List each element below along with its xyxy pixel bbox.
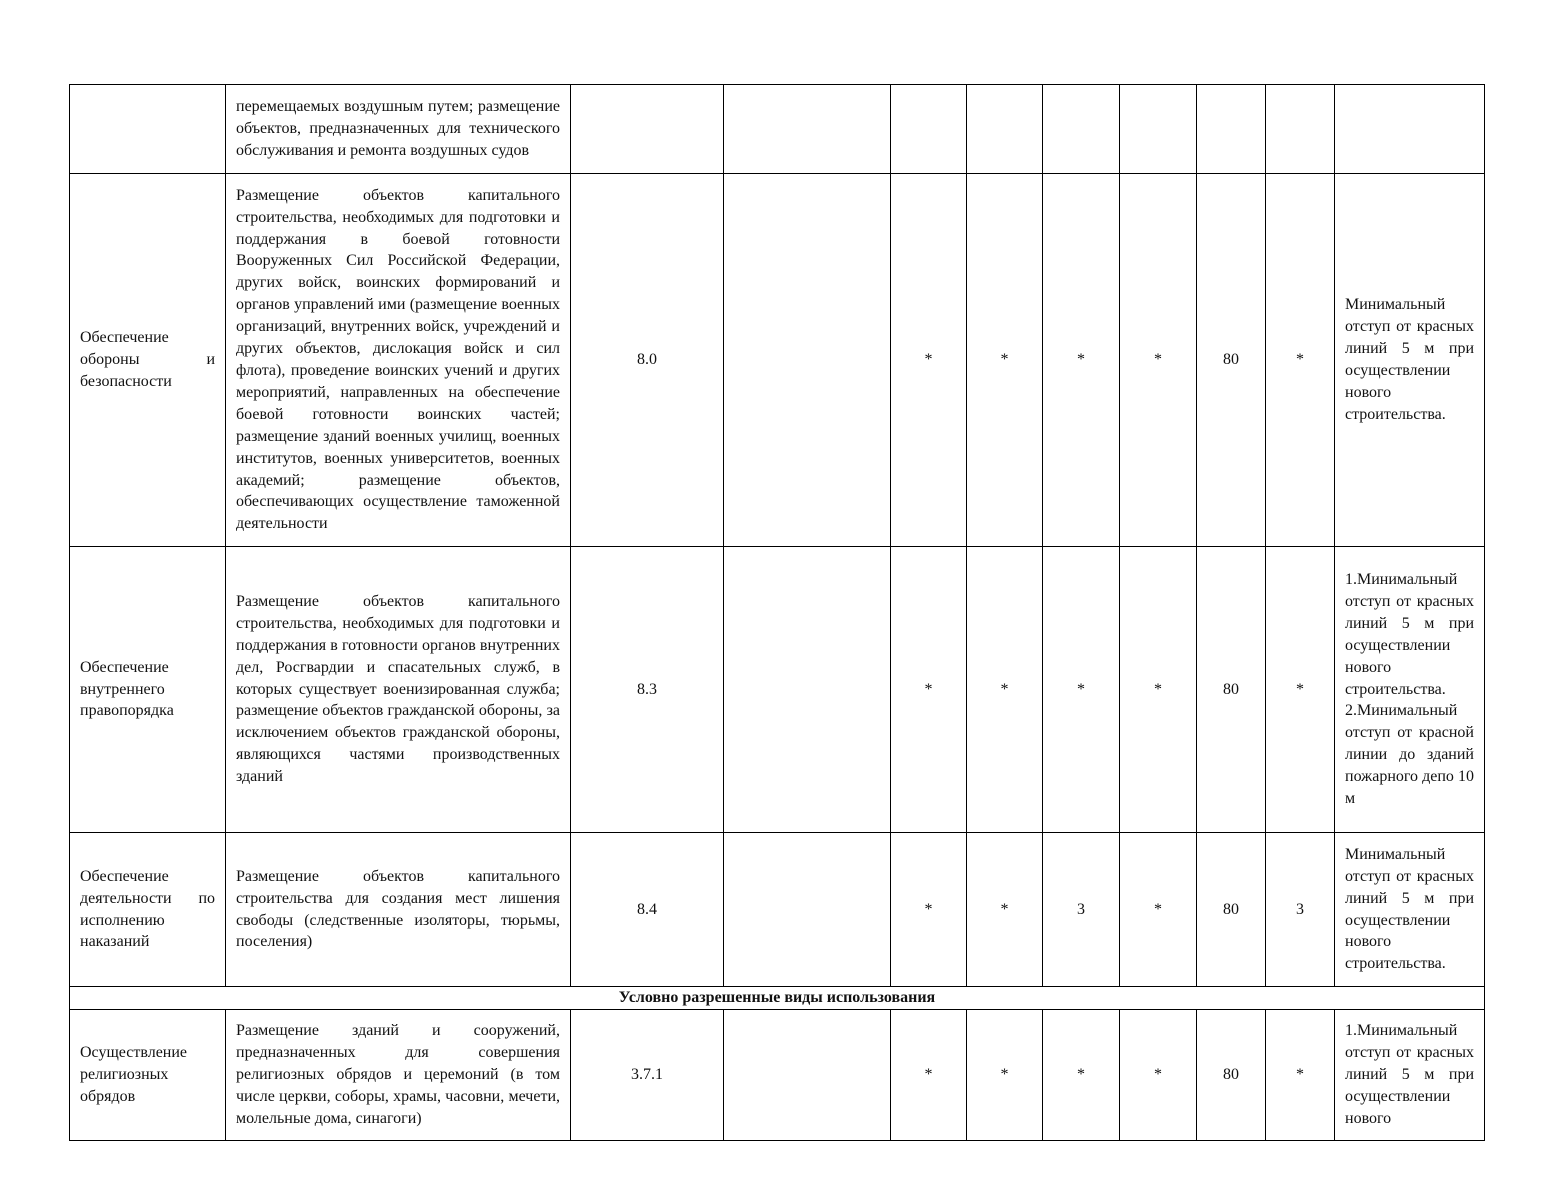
use-code: 8.3 (571, 547, 724, 833)
section-header-row (70, 987, 1485, 1010)
param-6: * (1266, 547, 1335, 833)
param-2 (967, 85, 1043, 174)
use-description: Размещение объектов капитального строительства, необходимых для подготовки и поддержания в готовности органов внутренних дел, Росгвардии и спасательных служб, в которых существует военизированная служба; размещение объектов гражданской обороны, за исключением объектов гражданской обороны, являющихся частями производственных зданий (226, 547, 571, 833)
use-description: перемещаемых воздушным путем; размещение объектов, предназначенных для технического обслуживания и ремонта воздушных судов (226, 85, 571, 174)
param-4 (1120, 85, 1197, 174)
param-2: * (967, 1010, 1043, 1141)
param-4: * (1120, 174, 1197, 547)
use-notes: Минимальный отступ от красных линий 5 м при осуществлении нового строительства. (1335, 174, 1485, 547)
param-3: * (1043, 1010, 1120, 1141)
param-3 (1043, 85, 1120, 174)
param-3: * (1043, 547, 1120, 833)
param-4: * (1120, 833, 1197, 987)
use-name: Осуществление религиозных обрядов (70, 1010, 226, 1141)
param-5: 80 (1197, 174, 1266, 547)
use-description: Размещение объектов капитального строительства, необходимых для подготовки и поддержания в боевой готовности Вооруженных Сил Российской Федерации, других войск, воинских формирований и органов управлений ими (размещение военных организаций, внутренних войск, учреждений и других объектов, дислокация войск и сил флота), проведение воинских учений и других мероприятий, направленных на обеспечение боевой готовности воинских частей; размещение зданий военных училищ, военных институтов, военных университетов, военных академий; размещение объектов, обеспечивающих осуществление таможенной деятельности (226, 174, 571, 547)
param-1: * (891, 1010, 967, 1141)
extra-cell (724, 174, 891, 547)
param-1: * (891, 833, 967, 987)
use-code: 3.7.1 (571, 1010, 724, 1141)
param-6: * (1266, 1010, 1335, 1141)
use-notes: Минимальный отступ от красных линий 5 м при осуществлении нового строительства. (1335, 833, 1485, 987)
extra-cell (724, 833, 891, 987)
table-row (70, 85, 1485, 174)
use-code: 8.4 (571, 833, 724, 987)
param-6: 3 (1266, 833, 1335, 987)
param-1 (891, 85, 967, 174)
param-6: * (1266, 174, 1335, 547)
use-name (70, 85, 226, 174)
param-3: * (1043, 174, 1120, 547)
param-4: * (1120, 547, 1197, 833)
table-row (70, 1010, 1485, 1141)
use-name: Обеспечение обороны и безопасности (70, 174, 226, 547)
use-notes: 1.Минимальный отступ от красных линий 5 м при осуществлении нового (1335, 1010, 1485, 1141)
param-4: * (1120, 1010, 1197, 1141)
zoning-table (69, 84, 1485, 1141)
param-5: 80 (1197, 547, 1266, 833)
param-2: * (967, 833, 1043, 987)
use-name: Обеспечение деятельности по исполнению наказаний (70, 833, 226, 987)
param-5 (1197, 85, 1266, 174)
param-1: * (891, 174, 967, 547)
table-row (70, 547, 1485, 833)
table-row (70, 833, 1485, 987)
extra-cell (724, 85, 891, 174)
table-row (70, 174, 1485, 547)
use-name: Обеспечение внутреннего правопорядка (70, 547, 226, 833)
extra-cell (724, 547, 891, 833)
param-3: 3 (1043, 833, 1120, 987)
use-code (571, 85, 724, 174)
param-6 (1266, 85, 1335, 174)
param-2: * (967, 174, 1043, 547)
use-code: 8.0 (571, 174, 724, 547)
param-5: 80 (1197, 833, 1266, 987)
use-description: Размещение зданий и сооружений, предназначенных для совершения религиозных обрядов и церемоний (в том числе церкви, соборы, храмы, часовни, мечети, молельные дома, синагоги) (226, 1010, 571, 1141)
use-notes (1335, 85, 1485, 174)
use-notes: 1.Минимальный отступ от красных линий 5 м при осуществлении нового строительства. 2.Минимальный отступ от красной линии до зданий пожарного депо 10 м (1335, 547, 1485, 833)
param-5: 80 (1197, 1010, 1266, 1141)
extra-cell (724, 1010, 891, 1141)
param-1: * (891, 547, 967, 833)
section-title: Условно разрешенные виды использования (70, 987, 1485, 1010)
use-description: Размещение объектов капитального строительства для создания мест лишения свободы (следственные изоляторы, тюрьмы, поселения) (226, 833, 571, 987)
param-2: * (967, 547, 1043, 833)
